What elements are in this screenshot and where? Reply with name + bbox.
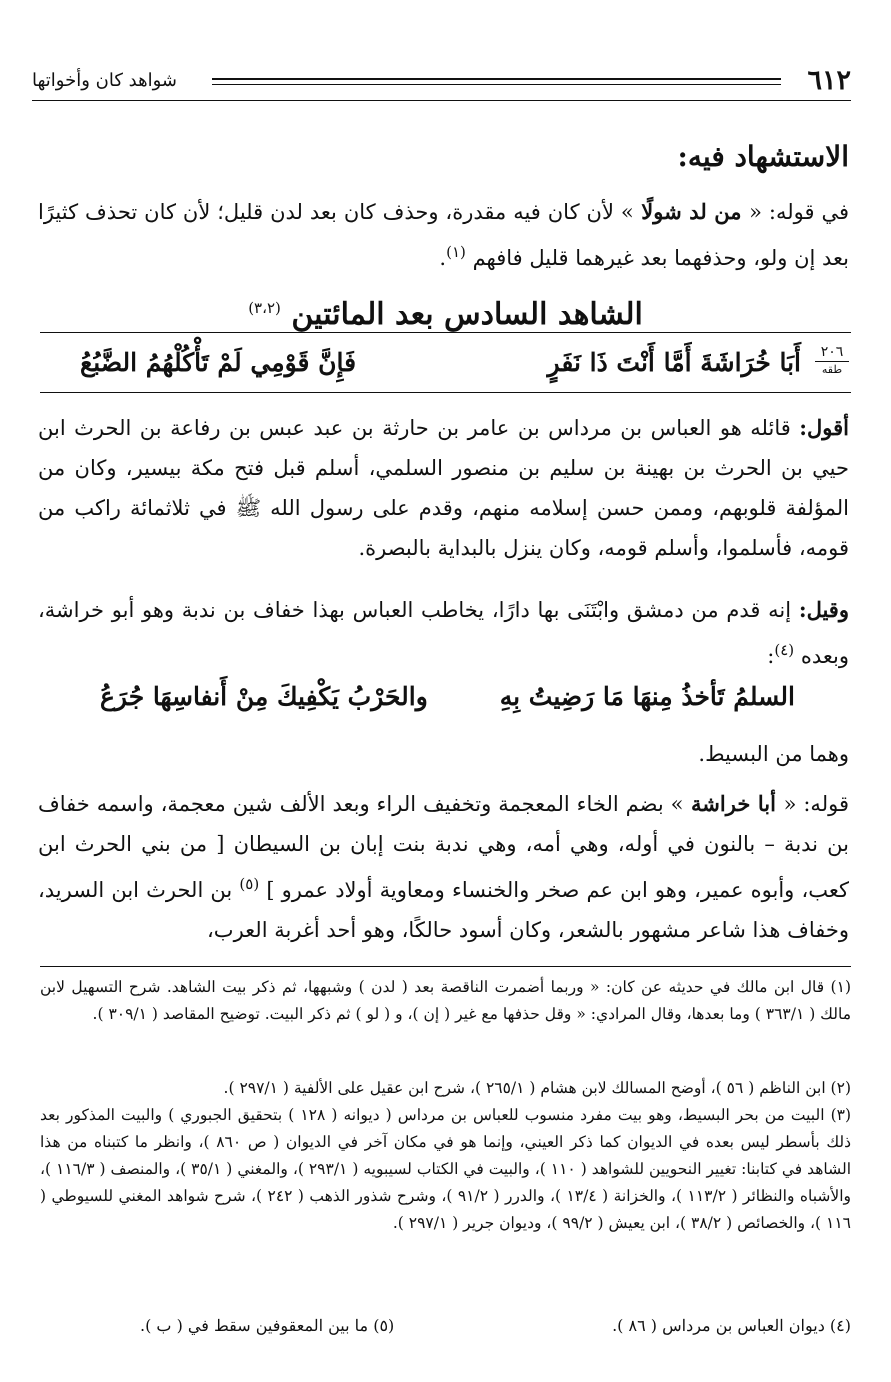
p1-rest: » لأن كان فيه مقدرة، وحذف كان بعد لدن قليل؛ لأن كان تحذف كثيرًا بعد إن ولو، وحذفهما بعد غيرهما قليل فافهم <box>38 200 849 270</box>
header-double-rule <box>212 78 781 85</box>
footnote-ref-4: (٤) <box>774 641 795 659</box>
shahid-title-ref: (٣،٢) <box>248 299 281 317</box>
qila-end: : <box>767 644 775 668</box>
running-title: شواهد كان وأخواتها <box>32 70 177 91</box>
p1-lead: في قوله: « <box>749 200 849 224</box>
shahid-title-text: الشاهد السادس بعد المائتين <box>291 297 643 332</box>
footnote-ref-5: (٥) <box>239 875 260 893</box>
aqulu-label: أقول: <box>799 415 849 440</box>
qila-label: وقيل: <box>798 597 849 622</box>
paragraph-qawluhu <box>38 784 849 950</box>
qawluhu-end: بن الحرث ابن السريد، وخفاف هذا شاعر مشهور بالشعر، وكان أسود حالكًا، وهو أحد أغربة العرب، <box>38 878 849 942</box>
verse-bottom-rule <box>40 392 851 393</box>
footnote-5: (٥) ما بين المعقوفين سقط في ( ب ). <box>140 1316 395 1335</box>
verse2-left: والحَرْبُ يَكْفِيكَ مِنْ أَنفاسِهَا جُرَعُ <box>100 682 428 711</box>
section-heading: الاستشهاد فيه: <box>677 140 849 173</box>
qawluhu-text: » بضم الخاء المعجمة وتخفيف الراء وبعد الألف شين معجمة، واسمه خفاف بن ندبة – بالنون في أوله، وهي أمه، وهي ندبة بنت إبان بن السيطان [ من بني الحرث ابن كعب، وأبوه عمير، وهو ابن عم صخر والخنساء ومعاوية أولاد عمرو ] <box>38 792 849 902</box>
verse-top-rule <box>40 332 851 333</box>
shahid-title <box>60 286 831 337</box>
meter-line: وهما من البسيط. <box>698 742 849 766</box>
verse-number-value: ٢٠٦ <box>815 344 849 362</box>
verse-number <box>815 344 849 378</box>
verse2-right: السلمُ تَأخذُ مِنهَا مَا رَضِيتُ بِهِ <box>499 682 795 711</box>
verse-206 <box>80 342 849 386</box>
page-header <box>32 64 851 100</box>
qawluhu-lead: قوله: « <box>783 792 849 816</box>
qila-text: إنه قدم من دمشق وابْتَنَى بها دارًا، يخاطب العباس بهذا خفاف بن ندبة وهو أبو خراشة، وبعده <box>38 598 849 668</box>
paragraph-aqulu <box>38 408 849 568</box>
page-number: ٦١٢ <box>807 65 851 96</box>
footnote-rule <box>40 966 851 967</box>
paragraph-qila <box>38 590 849 676</box>
p1-bold: من لد شولًا <box>633 199 750 224</box>
hemistich-left: فَإِنَّ قَوْمِي لَمْ تَأْكُلْهُمُ الضَّبُعُ <box>80 348 357 377</box>
verse-second <box>100 676 795 720</box>
footnote-3: (٣) البيت من بحر البسيط، وهو بيت مفرد منسوب للعباس بن مرداس ( ديوانه ( ١٢٨ ) بتحقيق الجبوري ) والبيت المذكور بعد ذلك بأسطر ليس بعده في الديوان كما ذكر العيني، وإنما هو في مكان آخر في الديوان ( ص ٨٦٠ )، وانظر ما كتبناه من هذا الشاهد في كتابنا: تغيير النحويين للشواهد ( ١١٠ )، والبيت في الكتاب لسيبويه ( ٢٩٣/١ )، والمغني ( ٣٥/١ )، والمنصف ( ١١٦/٣ )، والأشباه والنظائر ( ١١٣/٢ )، والخزانة ( ١٣/٤ )، والدرر ( ٩١/٢ )، وشرح شذور الذهب ( ٢٤٢ )، شرح شواهد المغني للسيوطي ( ١١٦ )، والخصائص ( ٣٨/٢ )، ابن يعيش ( ٩٩/٢ )، وديوان جرير ( ٢٩٧/١ ). <box>40 1106 852 1232</box>
p1-end: . <box>439 246 447 270</box>
footnote-4: (٤) ديوان العباس بن مرداس ( ٨٦ ). <box>612 1316 851 1335</box>
header-underline <box>32 100 851 101</box>
footnote-ref-1: (١) <box>446 243 466 261</box>
footnote-2: (٢) ابن الناظم ( ٥٦ )، أوضح المسالك لابن هشام ( ٢٦٥/١ )، شرح ابن عقيل على الألفية ( ٢٩٧/١ ). <box>223 1079 851 1097</box>
qawluhu-bold: أبا خراشة <box>683 791 784 816</box>
hemistich-right: أَبَا خُرَاشَةَ أَمَّا أَنْتَ ذَا نَفَرٍ <box>547 348 801 377</box>
paragraph-istishhad <box>38 192 849 278</box>
verse-meter-label: طقه <box>821 363 843 376</box>
footnote-1: (١) قال ابن مالك في حديثه عن كان: « وربما أضمرت الناقصة بعد ( لدن ) وشبهها، ثم ذكر بيت الشاهد. شرح التسهيل لابن مالك ( ٣٦٣/١ ) وما بعدها، وقال المرادي: « وقل حذفها مع غير ( إن )، و ( لو ) ثم ذكر البيت. توضيح المقاصد ( ٣٠٩/١ ). <box>40 978 851 1023</box>
aqulu-text: قائله هو العباس بن مرداس بن عامر بن حارثة بن عبد عبس بن رفاعة بن الحرث ابن حيي بن الحرث بن بهينة بن سليم بن منصور السلمي، أسلم قبل فتح مكة بيسير، وكان من المؤلفة قلوبهم، وممن حسن إسلامه منهم، وقدم على رسول الله ﷺ في ثلاثمائة راكب من قومه، فأسلموا، وأسلم قومه، وكان ينزل بالبداية بالبصرة. <box>38 416 849 560</box>
